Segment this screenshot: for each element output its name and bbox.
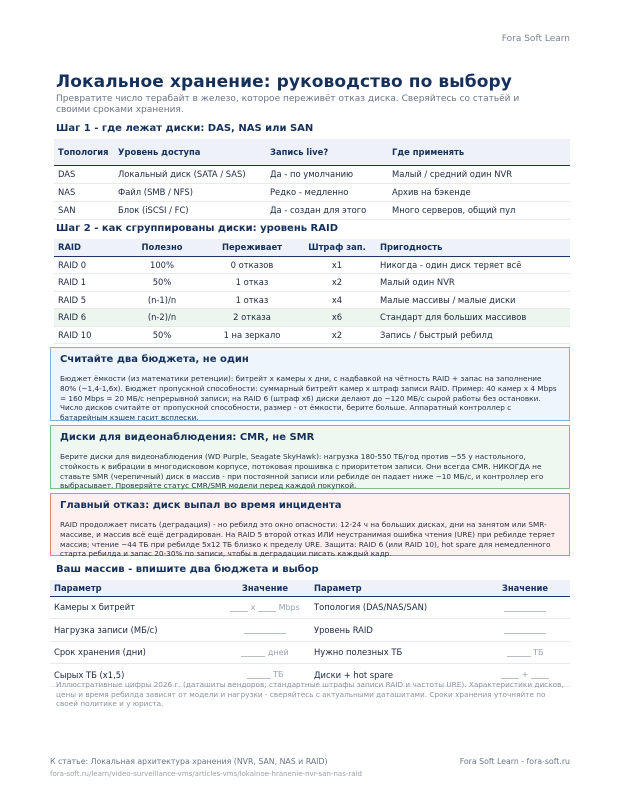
cmr-callout	[50, 425, 570, 489]
step1-heading: Шаг 1 - где лежат диски: DAS, NAS или SAN	[56, 123, 314, 134]
article-link[interactable]: К статье: Локальная архитектура хранения (NVR, SAN, NAS и RAID)	[50, 757, 328, 766]
topology-table	[54, 139, 570, 220]
column-header: Топология	[54, 139, 114, 165]
table-cell: 100%	[118, 256, 206, 274]
callout-heading: Считайте два бюджета, не один	[60, 354, 249, 365]
param-label: Нужно полезных ТБ	[310, 641, 480, 664]
column-header: RAID	[54, 239, 118, 256]
field-unit: ТБ	[273, 670, 284, 680]
table-cell: NAS	[54, 183, 114, 201]
table-cell: Да - создан для этого	[266, 201, 388, 219]
param-label: Диски + hot spare	[310, 664, 480, 687]
fill-in-field[interactable]	[480, 641, 570, 664]
table-cell: (n-1)/n	[118, 291, 206, 309]
table-row	[50, 619, 570, 642]
table-cell: RAID 5	[54, 291, 118, 309]
column-header: Параметр	[50, 580, 220, 596]
field-unit: ТБ	[533, 647, 544, 657]
column-header: Пригодность	[376, 239, 570, 256]
table-row	[54, 291, 570, 309]
callout-text: RAID продолжает писать (деградация) - но ребилд это окно опасности: 12-24 ч на больших дисках, дни на занятом или SMR-массиве, и массив всё ещё деградирован. На RAID 5 второй отказ ИЛИ неустранимая ошибка чтения (URE) при ребилде теряет массив; чтение ~44 ТБ при ребилде 5x12 ТБ близко к пределу URE. Защита: RAID 6 (или RAID 10), hot spare для немедленного старта ребилда и запас 20-30% по записи, чтобы в деградации писать каждый кадр.	[60, 520, 556, 559]
table-row	[54, 201, 570, 219]
table-cell: 50%	[118, 326, 206, 344]
table-cell: Файл (SMB / NFS)	[114, 183, 266, 201]
table-cell: RAID 6	[54, 309, 118, 327]
column-header: Параметр	[310, 580, 480, 596]
field-unit: дней	[267, 647, 289, 657]
table-cell: 1 отказ	[206, 291, 298, 309]
table-row	[54, 165, 570, 183]
table-row	[54, 326, 570, 344]
footer-url[interactable]: fora-soft.ru/learn/video-surveillance-vms/articles-vms/lokalnoe-hranenie-nvr-san-nas-raid	[50, 770, 362, 778]
table-cell: 2 отказа	[206, 309, 298, 327]
table-header-row	[50, 580, 570, 596]
column-header: Значение	[220, 580, 310, 596]
column-header: Значение	[480, 580, 570, 596]
table-cell: Да - по умолчанию	[266, 165, 388, 183]
table-cell: SAN	[54, 201, 114, 219]
table-header-row	[54, 239, 570, 256]
callout-text: Бюджет ёмкости (из математики ретенции): битрейт x камеры x дни, с надбавкой на чётность RAID + запас на заполнение 80% (~1,4-1,6x). Бюджет пропускной способности: суммарный битрейт камер x штраф записи RAID. Пример: 40 камер x 4 Mbps = 160 Mbps = 20 МБ/с непрерывной записи; на RAID 6 (штраф x6) диски делают до ~120 МБ/с сырой работы без остановки. Число дисков считайте от пропускной способности, размер - от ёмкости, берите больше. Аппаратный контроллер с батарейным кэшем гасит всплески.	[60, 374, 557, 423]
table-cell: Много серверов, общий пул	[388, 201, 570, 219]
table-cell: x2	[298, 274, 376, 292]
table-cell: 50%	[118, 274, 206, 292]
field-separator: x	[250, 602, 256, 612]
field-separator: +	[521, 670, 529, 680]
fill-in-field[interactable]	[220, 619, 310, 642]
param-label: Камеры x битрейт	[50, 596, 220, 619]
table-cell: Малый один NVR	[376, 274, 570, 292]
column-header: Где применять	[388, 139, 570, 165]
param-label: Срок хранения (дни)	[50, 641, 220, 664]
table-row	[50, 596, 570, 619]
table-cell: Стандарт для больших массивов	[376, 309, 570, 327]
table-cell: 1 отказ	[206, 274, 298, 292]
table-cell: RAID 0	[54, 256, 118, 274]
worksheet-heading: Ваш массив - впишите два бюджета и выбор	[56, 564, 319, 575]
param-label: Уровень RAID	[310, 619, 480, 642]
table-header-row	[54, 139, 570, 165]
table-cell: Запись / быстрый ребилд	[376, 326, 570, 344]
table-cell: DAS	[54, 165, 114, 183]
table-cell: Малые массивы / малые диски	[376, 291, 570, 309]
table-row	[50, 641, 570, 664]
table-cell: RAID 1	[54, 274, 118, 292]
footer-brand: Fora Soft Learn - fora-soft.ru	[459, 757, 570, 766]
budget-callout	[50, 347, 570, 421]
table-cell: Архив на бэкенде	[388, 183, 570, 201]
table-cell: (n-2)/n	[118, 309, 206, 327]
table-row	[54, 274, 570, 292]
column-header: Штраф зап.	[298, 239, 376, 256]
callout-text: Берите диски для видеонаблюдения (WD Purple, Seagate SkyHawk): нагрузка 180-550 ТБ/год против ~55 у настольного, стойкость к вибрации в многодисковом корпусе, потоковая прошивка с приоритетом записи. Они всегда CMR. НИКОГДА не ставьте SMR (черепичный) диск в массив - при постоянной записи или ребилде он падает ниже ~10 МБ/с, и контроллер его выбрасывает. Проверяйте статус CMR/SMR модели перед каждой покупкой.	[60, 452, 544, 491]
table-row	[54, 183, 570, 201]
callout-heading: Диски для видеонаблюдения: CMR, не SMR	[60, 432, 315, 443]
table-cell: Редко - медленно	[266, 183, 388, 201]
table-cell: Малый / средний один NVR	[388, 165, 570, 183]
column-header: Уровень доступа	[114, 139, 266, 165]
fill-in-field[interactable]	[220, 596, 310, 619]
param-label: Топология (DAS/NAS/SAN)	[310, 596, 480, 619]
fill-in-field[interactable]	[220, 641, 310, 664]
table-cell: Блок (iSCSI / FC)	[114, 201, 266, 219]
table-cell: x2	[298, 326, 376, 344]
page-title: Локальное хранение: руководство по выбору	[56, 72, 512, 92]
field-unit: Mbps	[278, 602, 300, 612]
table-row	[54, 256, 570, 274]
table-cell: x4	[298, 291, 376, 309]
step2-heading: Шаг 2 - как сгруппированы диски: уровень RAID	[56, 223, 338, 234]
brand-label: Fora Soft Learn	[501, 34, 570, 44]
column-header: Запись live?	[266, 139, 388, 165]
column-header: Переживает	[206, 239, 298, 256]
fill-in-field[interactable]	[480, 619, 570, 642]
callout-heading: Главный отказ: диск выпал во время инцидента	[60, 500, 342, 511]
table-cell: 1 на зеркало	[206, 326, 298, 344]
table-cell: RAID 10	[54, 326, 118, 344]
disclaimer-note: Иллюстративные цифры 2026 г. (даташиты вендоров; стандартные штрафы записи RAID и частоты URE). Характеристики дисков, цены и время ребилда зависят от модели и нагрузки - сверяйтесь с актуальными даташитами. Сроки хранения уточняйте по своей политике и у юриста.	[56, 680, 564, 709]
table-cell: x6	[298, 309, 376, 327]
table-cell: 0 отказов	[206, 256, 298, 274]
page-subtitle: Превратите число терабайт в железо, которое переживёт отказ диска. Сверяйтесь со статьёй и своими сроками хранения.	[56, 94, 520, 115]
raid-table	[54, 239, 570, 344]
table-cell: Никогда - один диск теряет всё	[376, 256, 570, 274]
param-label: Нагрузка записи (МБ/с)	[50, 619, 220, 642]
table-cell: Локальный диск (SATA / SAS)	[114, 165, 266, 183]
failure-callout	[50, 493, 570, 559]
table-row-highlighted	[54, 309, 570, 327]
column-header: Полезно	[118, 239, 206, 256]
fill-in-field[interactable]	[480, 596, 570, 619]
worksheet-table	[50, 580, 570, 687]
table-cell: x1	[298, 256, 376, 274]
param-label: Сырых ТБ (x1,5)	[50, 664, 220, 687]
